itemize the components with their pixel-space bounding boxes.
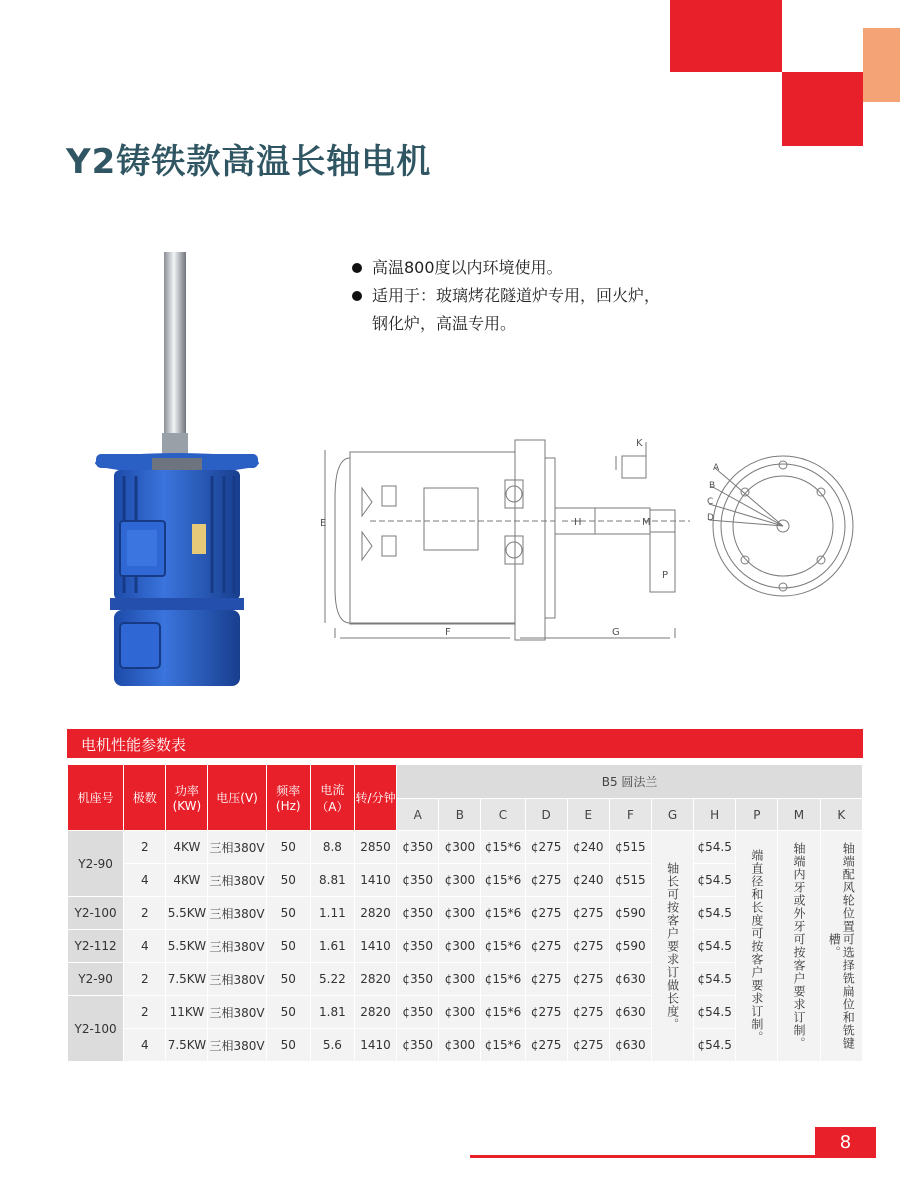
cell: 三相380V — [208, 996, 266, 1029]
col-voltage: 电压(V) — [208, 765, 266, 831]
page-number: 8 — [815, 1127, 876, 1158]
cell: ¢275 — [567, 930, 609, 963]
cell: ¢54.5 — [694, 963, 736, 996]
cell: ¢15*6 — [481, 831, 525, 864]
cell: 50 — [266, 897, 310, 930]
cell: ¢275 — [525, 864, 567, 897]
flange-drawing — [705, 448, 855, 603]
col-dim: E — [567, 799, 609, 831]
cell: ¢275 — [567, 996, 609, 1029]
cell: ¢300 — [439, 831, 481, 864]
cell: 4 — [124, 930, 166, 963]
col-poles: 极数 — [124, 765, 166, 831]
col-dim: C — [481, 799, 525, 831]
cell: ¢350 — [397, 831, 439, 864]
cell: ¢275 — [567, 897, 609, 930]
cell: ¢350 — [397, 963, 439, 996]
cell: ¢15*6 — [481, 897, 525, 930]
cell: ¢350 — [397, 864, 439, 897]
cell: 50 — [266, 930, 310, 963]
cell: 1.11 — [310, 897, 354, 930]
cell: 50 — [266, 831, 310, 864]
cell: ¢350 — [397, 930, 439, 963]
note-m: 轴端内牙或外牙可按客户要求订制。 — [778, 831, 820, 1062]
cell-model: Y2-90 — [68, 831, 124, 897]
flange-label-d: D — [707, 513, 714, 523]
cell: ¢630 — [609, 963, 651, 996]
cell: 2 — [124, 963, 166, 996]
cell: ¢350 — [397, 1029, 439, 1062]
label-h: H — [574, 517, 582, 528]
table-row — [68, 831, 863, 864]
cell: 5.22 — [310, 963, 354, 996]
cell: ¢275 — [525, 930, 567, 963]
decor-red-block-1 — [670, 0, 782, 72]
cell: 2820 — [354, 996, 396, 1029]
cell: ¢350 — [397, 996, 439, 1029]
cell: ¢275 — [525, 1029, 567, 1062]
cell: ¢275 — [525, 996, 567, 1029]
cell: 2820 — [354, 963, 396, 996]
cell: 4KW — [166, 864, 208, 897]
cell: ¢300 — [439, 996, 481, 1029]
cell: ¢54.5 — [694, 864, 736, 897]
cell: ¢300 — [439, 897, 481, 930]
cell: 1.61 — [310, 930, 354, 963]
cell: ¢515 — [609, 864, 651, 897]
cell: ¢630 — [609, 1029, 651, 1062]
flange-label-c: C — [707, 497, 714, 507]
cell: 1410 — [354, 930, 396, 963]
cell: ¢300 — [439, 864, 481, 897]
col-dim: A — [397, 799, 439, 831]
flange-label-a: A — [713, 463, 720, 473]
cell: 4KW — [166, 831, 208, 864]
col-dim: M — [778, 799, 820, 831]
dimension-drawing — [300, 428, 690, 643]
section-title: 电机性能参数表 — [81, 736, 187, 754]
cell: ¢515 — [609, 831, 651, 864]
col-dim: H — [694, 799, 736, 831]
feature-item: 适用于：玻璃烤花隧道炉专用，回火炉，钢化炉，高温专用。 — [350, 282, 660, 338]
cell: ¢15*6 — [481, 963, 525, 996]
note-k: 轴端配风轮位置可选择铣扁位和铣键槽。 — [820, 831, 862, 1062]
cell: ¢300 — [439, 963, 481, 996]
cell: ¢350 — [397, 897, 439, 930]
motor-image — [92, 248, 262, 693]
col-dim: K — [820, 799, 862, 831]
cell: ¢275 — [525, 831, 567, 864]
cell: 2 — [124, 897, 166, 930]
cell: ¢300 — [439, 1029, 481, 1062]
cell: ¢54.5 — [694, 897, 736, 930]
cell: 4 — [124, 864, 166, 897]
cell: ¢54.5 — [694, 930, 736, 963]
cell: ¢275 — [525, 963, 567, 996]
label-e: E — [320, 518, 327, 529]
col-dim: G — [651, 799, 693, 831]
cell: 5.5KW — [166, 930, 208, 963]
label-g: G — [612, 627, 620, 638]
cell: 8.81 — [310, 864, 354, 897]
cell: 三相380V — [208, 930, 266, 963]
col-dim: P — [736, 799, 778, 831]
cell: 50 — [266, 963, 310, 996]
label-f: F — [445, 627, 451, 638]
cell: ¢275 — [525, 897, 567, 930]
cell: ¢54.5 — [694, 1029, 736, 1062]
label-k: K — [636, 438, 643, 449]
page-title: Y2铸铁款高温长轴电机 — [66, 142, 432, 182]
col-group-b5: B5 圆法兰 — [397, 765, 863, 799]
cell: 2 — [124, 831, 166, 864]
feature-item: 高温800度以内环境使用。 — [350, 254, 660, 282]
cell: 50 — [266, 1029, 310, 1062]
label-m: M — [642, 517, 651, 528]
cell: 1410 — [354, 864, 396, 897]
cell: 8.8 — [310, 831, 354, 864]
cell: 5.5KW — [166, 897, 208, 930]
cell: ¢275 — [567, 1029, 609, 1062]
cell: 1.81 — [310, 996, 354, 1029]
cell-model: Y2-90 — [68, 963, 124, 996]
cell-model: Y2-100 — [68, 897, 124, 930]
note-p: 端直径和长度可按客户要求订制。 — [736, 831, 778, 1062]
cell: ¢15*6 — [481, 864, 525, 897]
cell: ¢590 — [609, 930, 651, 963]
cell: 三相380V — [208, 831, 266, 864]
cell: ¢240 — [567, 831, 609, 864]
cell: ¢54.5 — [694, 996, 736, 1029]
cell: 11KW — [166, 996, 208, 1029]
section-header-bar — [67, 729, 863, 758]
cell: ¢630 — [609, 996, 651, 1029]
cell: 2 — [124, 996, 166, 1029]
cell-model: Y2-112 — [68, 930, 124, 963]
col-dim: D — [525, 799, 567, 831]
cell: ¢15*6 — [481, 996, 525, 1029]
cell: ¢590 — [609, 897, 651, 930]
cell: 50 — [266, 864, 310, 897]
cell: 50 — [266, 996, 310, 1029]
cell: ¢240 — [567, 864, 609, 897]
cell: ¢15*6 — [481, 930, 525, 963]
cell: ¢275 — [567, 963, 609, 996]
cell: 三相380V — [208, 897, 266, 930]
cell: ¢15*6 — [481, 1029, 525, 1062]
col-dim: B — [439, 799, 481, 831]
cell: 三相380V — [208, 963, 266, 996]
cell: 2820 — [354, 897, 396, 930]
cell: 1410 — [354, 1029, 396, 1062]
feature-list — [350, 254, 660, 338]
cell: 三相380V — [208, 864, 266, 897]
col-freq: 频率(Hz) — [266, 765, 310, 831]
col-model: 机座号 — [68, 765, 124, 831]
col-speed: 转/分钟 — [354, 765, 396, 831]
cell: 7.5KW — [166, 1029, 208, 1062]
col-power: 功率(KW) — [166, 765, 208, 831]
cell: 5.6 — [310, 1029, 354, 1062]
cell-model: Y2-100 — [68, 996, 124, 1062]
cell: ¢54.5 — [694, 831, 736, 864]
flange-label-b: B — [709, 481, 716, 491]
col-dim: F — [609, 799, 651, 831]
label-p: P — [662, 570, 669, 581]
spec-table — [67, 764, 863, 1062]
cell: 4 — [124, 1029, 166, 1062]
cell: ¢300 — [439, 930, 481, 963]
decor-red-block-2 — [782, 72, 863, 146]
col-current: 电流（A） — [310, 765, 354, 831]
note-g: 轴长可按客户要求订做长度。 — [651, 831, 693, 1062]
cell: 7.5KW — [166, 963, 208, 996]
decor-orange-block — [863, 28, 900, 102]
cell: 2850 — [354, 831, 396, 864]
cell: 三相380V — [208, 1029, 266, 1062]
